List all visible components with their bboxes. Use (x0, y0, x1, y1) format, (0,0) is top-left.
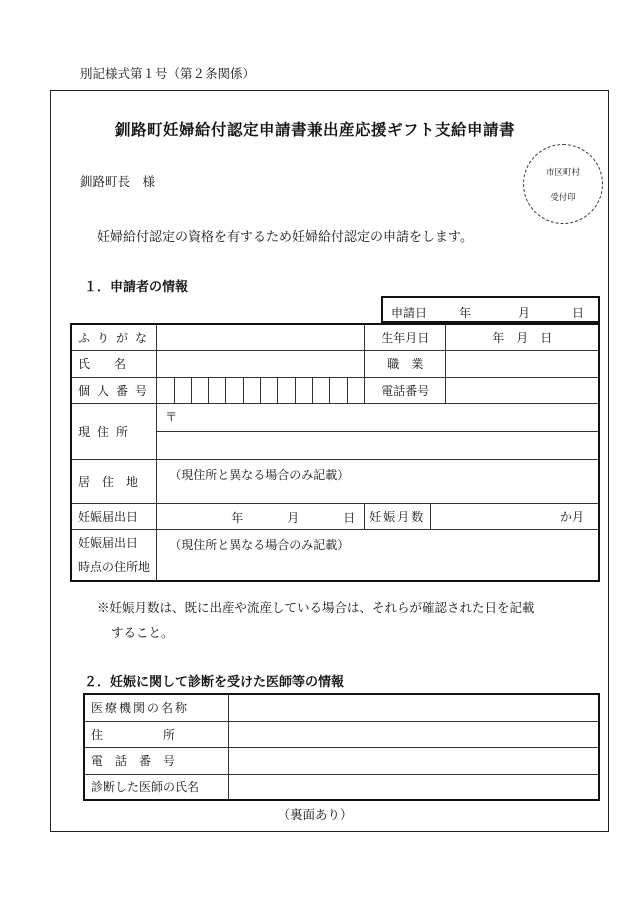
individual-number-digit[interactable] (261, 377, 278, 403)
institution-label: 医療機関の名称 (84, 694, 229, 721)
doctor-name-label: 診断した医師の氏名 (84, 774, 229, 800)
address-at-notice-field[interactable] (157, 529, 599, 581)
address-at-notice-note: （現住所と異なる場合のみ記載） (169, 537, 350, 552)
back-side-note: （裏面あり） (277, 807, 353, 822)
name-field[interactable] (157, 350, 365, 377)
addressee: 釧路町長 様 (80, 174, 156, 189)
furigana-label: ふりがな (71, 324, 157, 350)
individual-number-digit[interactable] (191, 377, 208, 403)
pregnancy-date-day: 日 (343, 510, 356, 525)
pregnancy-months-note-line1: ※妊娠月数は、既に出産や流産している場合は、それらが確認された日を記載 (97, 600, 535, 615)
applicant-info-table (70, 323, 600, 582)
phone-label: 電話番号 (364, 377, 446, 403)
individual-number-digit[interactable] (209, 377, 226, 403)
pregnancy-notice-date-label: 妊娠届出日 (71, 503, 157, 529)
application-date-label: 申請日 (391, 306, 428, 320)
doctor-name-field[interactable] (229, 774, 599, 800)
form-reference: 別記様式第１号（第２条関係） (80, 66, 256, 81)
individual-number-digit[interactable] (243, 377, 260, 403)
individual-number-digit[interactable] (347, 377, 364, 403)
stamp-label-municipality: 市区町村 (545, 168, 580, 178)
name-label: 氏 名 (71, 350, 157, 377)
pregnancy-date-month: 月 (287, 510, 300, 525)
individual-number-digit[interactable] (226, 377, 243, 403)
current-address-field[interactable] (157, 431, 599, 459)
pregnancy-date-year: 年 (231, 510, 244, 525)
months-unit: か月 (559, 509, 584, 524)
occupation-field[interactable] (446, 350, 599, 377)
form-title: 釧路町妊婦給付認定申請書兼出産応援ギフト支給申請書 (114, 120, 515, 139)
birthdate-field[interactable]: 年 月 日 (446, 324, 599, 350)
address-at-notice-label-line2: 時点の住所地 (78, 559, 151, 574)
residence-field[interactable] (157, 459, 599, 503)
birthdate-label: 生年月日 (364, 324, 446, 350)
section2-heading: ２．妊娠に関して診断を受けた医師等の情報 (84, 675, 345, 690)
stamp-label-reception: 受付印 (550, 193, 576, 203)
individual-number-digit[interactable] (157, 377, 174, 403)
application-date-month: 月 (518, 306, 531, 320)
pregnancy-months-field[interactable] (430, 503, 599, 529)
current-address-label: 現住所 (71, 403, 157, 459)
individual-number-digit[interactable] (295, 377, 312, 403)
address-at-notice-label (71, 529, 157, 581)
pregnancy-notice-date-field[interactable] (157, 503, 365, 529)
postal-code-field[interactable] (157, 403, 599, 431)
institution-address-field[interactable] (229, 721, 599, 747)
institution-field[interactable] (229, 694, 599, 721)
individual-number-digit[interactable] (174, 377, 191, 403)
residence-label: 居 住 地 (71, 459, 157, 503)
institution-phone-label: 電 話 番 号 (84, 747, 229, 774)
postal-mark: 〒 (165, 409, 178, 424)
intro-statement: 妊婦給付認定の資格を有するため妊婦給付認定の申請をします。 (97, 230, 473, 245)
application-date-box[interactable] (381, 296, 600, 323)
institution-address-label: 住 所 (84, 721, 229, 747)
section1-heading: １．申請者の情報 (84, 280, 189, 295)
individual-number-digit[interactable] (278, 377, 295, 403)
individual-number-label: 個人番号 (71, 377, 157, 403)
occupation-label: 職 業 (364, 350, 446, 377)
furigana-field[interactable] (157, 324, 365, 350)
pregnancy-months-label: 妊娠月数 (364, 503, 430, 529)
individual-number-digit[interactable] (313, 377, 330, 403)
residence-note: （現住所と異なる場合のみ記載） (169, 467, 350, 482)
address-at-notice-label-line1: 妊娠届出日 (78, 535, 139, 550)
application-date-year: 年 (459, 306, 472, 320)
phone-field[interactable] (446, 377, 599, 403)
reception-stamp-area (523, 144, 603, 224)
institution-phone-field[interactable] (229, 747, 599, 774)
application-date-day: 日 (572, 306, 585, 320)
doctor-info-table (83, 693, 600, 801)
individual-number-digit[interactable] (330, 377, 347, 403)
pregnancy-months-note-line2: すること。 (111, 625, 174, 640)
